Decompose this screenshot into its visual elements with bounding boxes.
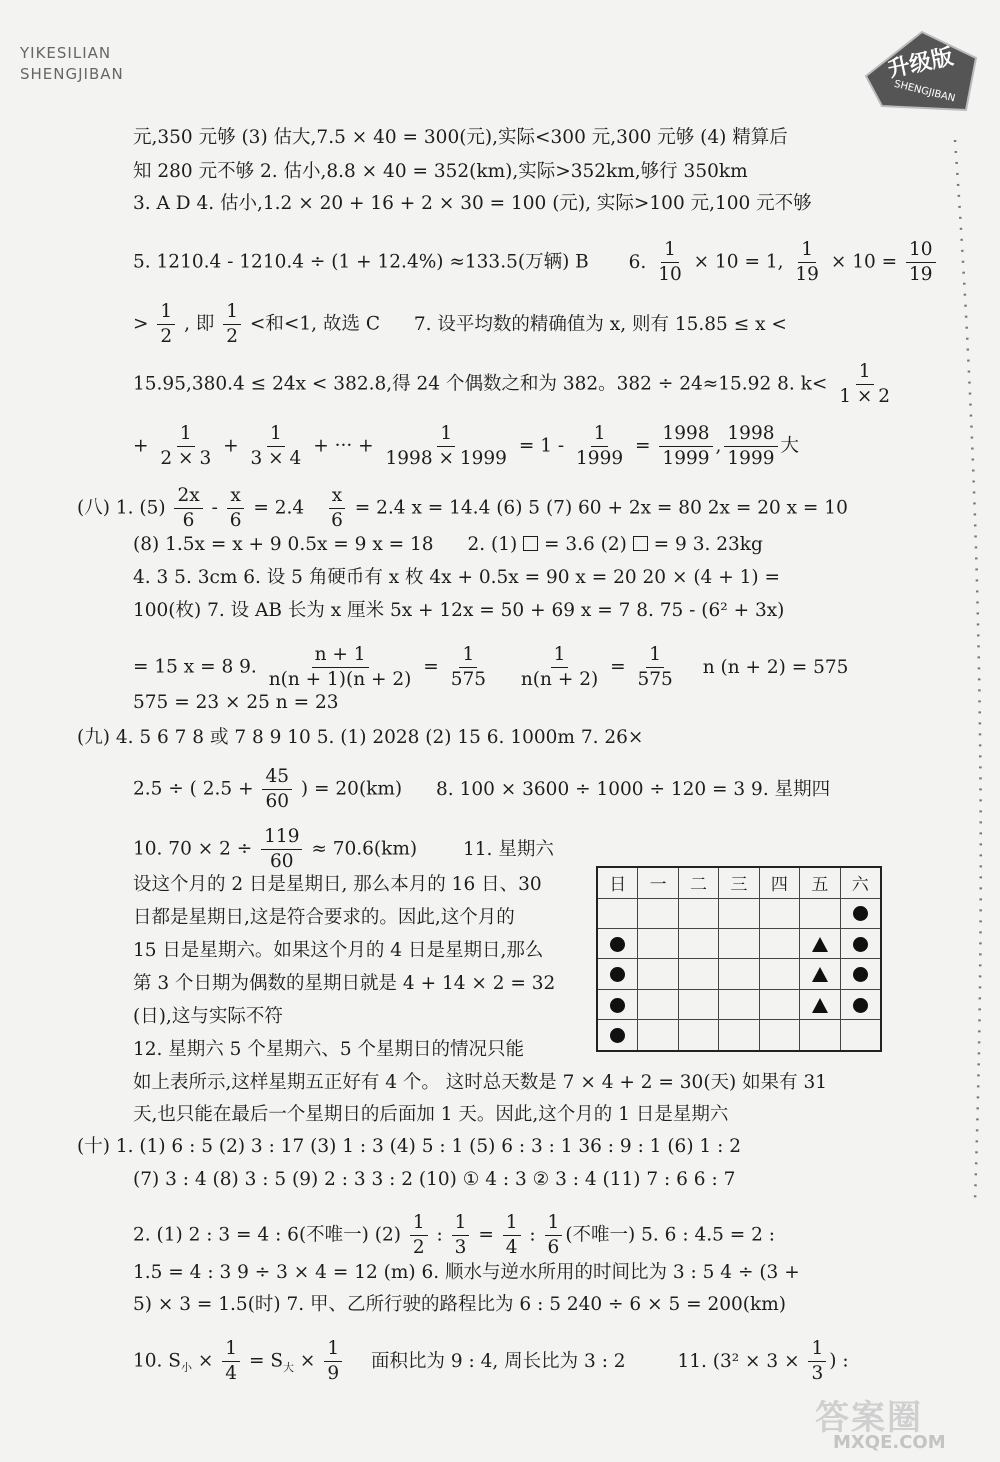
line-4-text: 5. 1210.4 - 1210.4 ÷ (1 + 12.4%) ≈133.5(万辆) B [133, 251, 589, 273]
calendar-cell [759, 989, 799, 1019]
denominator: 19 [909, 264, 933, 285]
calendar-cell [800, 1020, 840, 1051]
text-fragment: 10. S [133, 1350, 181, 1372]
text-line-10: 4. 3 5. 3cm 6. 设 5 角硬币有 x 枚 4x + 0.5x = 90 x = 20 20 × (4 + 1) = [133, 567, 780, 588]
calendar-row [597, 1020, 881, 1051]
fraction [410, 1211, 428, 1260]
denominator: 3 [454, 1237, 467, 1258]
text-fragment: : [436, 1224, 443, 1246]
calendar-row [597, 989, 881, 1019]
weekday-header: 六 [840, 867, 881, 898]
fraction [223, 300, 241, 349]
fraction [724, 422, 777, 471]
denominator: 2 [160, 326, 173, 347]
fraction [448, 643, 489, 692]
calendar-cell [597, 989, 638, 1019]
filled-circle-icon [853, 937, 868, 952]
calendar-cell [719, 928, 759, 958]
item-6-label: 6. [628, 251, 647, 273]
calendar-cell [678, 928, 718, 958]
text-fragment: <和<1, 故选 C [249, 313, 380, 335]
text-fragment: = [610, 656, 626, 678]
fraction [324, 1337, 342, 1386]
calendar-cell [719, 1020, 759, 1051]
calendar-cell [678, 989, 718, 1019]
denominator: 4 [505, 1237, 518, 1258]
calendar-cell [638, 989, 678, 1019]
blank-box [633, 536, 648, 551]
weekday-header: 四 [759, 867, 799, 898]
text-fragment: × 10 = [830, 251, 898, 273]
denominator: 2 [412, 1237, 425, 1258]
text-fragment: = 1 - [518, 435, 565, 457]
fraction [573, 422, 626, 471]
denominator: 6 [229, 510, 242, 531]
numerator: 1 [798, 238, 816, 263]
calendar-header-row [597, 867, 881, 898]
fraction [261, 825, 302, 874]
calendar-cell [597, 928, 638, 958]
text-line-20: 第 3 个日期为偶数的星期日就是 4 + 14 × 2 = 32 [133, 973, 556, 994]
denominator: 10 [658, 264, 682, 285]
calendar-cell [678, 898, 718, 928]
weekday-header: 日 [597, 867, 638, 898]
text-fragment: 15.95,380.4 ≤ 24x < 382.8,得 24 个偶数之和为 382。382 ÷ 24≈15.92 8. k< [133, 373, 828, 395]
calendar-cell [840, 898, 881, 928]
calendar-cell [719, 959, 759, 989]
text-line-2: 知 280 元不够 2. 估小,8.8 × 40 = 352(km),实际>352km,够行 350km [133, 161, 748, 182]
calendar-cell [719, 898, 759, 928]
filled-circle-icon [853, 906, 868, 921]
text-fragment: × 10 = 1, [693, 251, 784, 273]
calendar-cell [800, 989, 840, 1019]
text-line-26: (7) 3 : 4 (8) 3 : 5 (9) 2 : 3 3 : 2 (10) ① 4 : 3 ② 3 : 4 (11) 7 : 6 6 : 7 [133, 1169, 736, 1190]
text-fragment: = 2.4 x = 14.4 (6) 5 (7) 60 + 2x = 80 2x = 20 x = 10 [354, 497, 848, 519]
header-line-1: YIKESILIAN [20, 44, 112, 62]
text-fragment: = 9 3. 23kg [653, 534, 763, 555]
text-line-13: 575 = 23 × 25 n = 23 [133, 692, 339, 713]
numerator: 1 [223, 300, 241, 325]
calendar-cell [597, 898, 638, 928]
watermark-logo: 答案圈 [815, 1398, 923, 1438]
filled-circle-icon [610, 998, 625, 1013]
calendar-row [597, 928, 881, 958]
numerator: 1 [808, 1337, 826, 1362]
numerator: 1 [459, 643, 477, 668]
denominator: 4 [225, 1363, 238, 1384]
text-fragment: (不唯一) 5. 6 : 4.5 = 2 : [565, 1224, 776, 1246]
weekday-header: 一 [638, 867, 678, 898]
badge-title: 升级版 [885, 44, 956, 83]
numerator: 1 [591, 422, 609, 447]
calendar-cell [759, 1020, 799, 1051]
numerator: 45 [262, 765, 292, 790]
calendar-cell [638, 1020, 678, 1051]
numerator: 1 [503, 1211, 521, 1236]
text-fragment: + [133, 435, 149, 457]
numerator: 119 [261, 825, 302, 850]
fraction [452, 1211, 470, 1260]
text-fragment: > [133, 313, 149, 335]
text-fragment: 10. 70 × 2 ÷ [133, 838, 253, 860]
denominator: 1 × 2 [839, 386, 891, 407]
fraction [545, 1211, 563, 1260]
denominator: 6 [331, 510, 343, 531]
fraction [659, 422, 712, 471]
text-fragment: = [478, 1224, 494, 1246]
fraction [518, 643, 601, 692]
text-line-7: + $\frac{1}{2 \times 3}$ + $\frac{1}{3 \times 4}$ + ··· + $\frac{1}{1998 \times 1999}$ = 1 - $\frac{1}{1999}$ = $\frac{1998}{1999}$ , $\frac{1998}{1999}$ 大 [133, 423, 800, 469]
text-line-11: 100(枚) 7. 设 AB 长为 x 厘米 5x + 12x = 50 + 69 x = 7 8. 75 - (6² + 3x) [133, 600, 785, 621]
numerator: 1 [646, 643, 664, 668]
calendar-cell [840, 989, 881, 1019]
calendar-cell [759, 898, 799, 928]
calendar-cell [800, 928, 840, 958]
calendar-cell [759, 928, 799, 958]
numerator: 1 [551, 643, 569, 668]
text-fragment: (8) 1.5x = x + 9 0.5x = 9 x = 18 [133, 534, 434, 555]
numerator: 1 [410, 1211, 428, 1236]
numerator: 1 [157, 300, 175, 325]
watermark-url: MXQE.COM [833, 1432, 946, 1453]
filled-triangle-icon [812, 937, 828, 952]
filled-circle-icon [853, 967, 868, 982]
numerator: 1998 [724, 422, 777, 447]
text-fragment: = [635, 435, 651, 457]
fraction [808, 1337, 826, 1386]
header-line-2: SHENGJIBAN [20, 65, 124, 83]
denominator: 9 [327, 1363, 340, 1384]
denominator: 19 [795, 264, 819, 285]
filled-triangle-icon [812, 998, 828, 1013]
denominator: 60 [270, 851, 294, 872]
text-line-21: (日),这与实际不符 [133, 1006, 283, 1027]
denominator: 1999 [576, 448, 624, 469]
text-fragment: (八) 1. (5) [77, 497, 166, 519]
text-line-27 [133, 1211, 775, 1260]
text-line-4 [133, 238, 939, 287]
text-line-9 [133, 534, 763, 556]
denominator: n(n + 2) [520, 669, 599, 690]
calendar-cell [597, 1020, 638, 1051]
numerator: 1 [267, 422, 285, 447]
text-line-30 [133, 1337, 849, 1386]
text-fragment: 2. (1) [467, 534, 518, 555]
text-fragment: 2.5 ÷ ( 2.5 + [133, 778, 254, 800]
calendar-row [597, 959, 881, 989]
calendar-cell [800, 959, 840, 989]
denominator: n(n + 1)(n + 2) [268, 669, 412, 690]
denominator: 3 [811, 1363, 824, 1384]
subscript: 小 [180, 1361, 192, 1375]
denominator: 6 [182, 510, 195, 531]
fraction [227, 484, 245, 533]
calendar-cell [597, 959, 638, 989]
text-line-1: 元,350 元够 (3) 估大,7.5 × 40 = 300(元),实际<300 元,300 元够 (4) 精算后 [133, 127, 788, 148]
numerator: x [227, 484, 243, 509]
numerator: 1998 [659, 422, 712, 447]
calendar-table [596, 866, 882, 1052]
numerator: x [329, 484, 345, 509]
fraction [328, 484, 346, 533]
fraction [262, 765, 292, 814]
calendar-cell [719, 989, 759, 1019]
weekday-header: 五 [800, 867, 840, 898]
weekday-header: 二 [678, 867, 718, 898]
numerator: 1 [452, 1211, 470, 1236]
text-fragment: × [299, 1350, 316, 1372]
text-fragment: 8. 100 × 3600 ÷ 1000 ÷ 120 = 3 9. 星期四 [436, 778, 831, 800]
text-line-28: 1.5 = 4 : 3 9 ÷ 3 × 4 = 12 (m) 6. 顺水与逆水所用的时间比为 3 : 5 4 ÷ (3 + [133, 1262, 800, 1283]
fraction [655, 238, 685, 287]
filled-circle-icon [610, 1028, 625, 1043]
text-line-14: (九) 4. 5 6 7 8 或 7 8 9 10 5. (1) 2028 (2) 15 6. 1000m 7. 26× [77, 727, 644, 748]
fraction [157, 300, 175, 349]
text-line-18: 日都是星期日,这是符合要求的。因此,这个月的 [133, 907, 515, 928]
text-line-23: 如上表所示,这样星期五正好有 4 个。 这时总天数是 7 × 4 + 2 = 30(天) 如果有 31 [133, 1072, 828, 1093]
running-header [20, 43, 124, 85]
calendar-cell [638, 959, 678, 989]
text-line-19: 15 日是星期六。如果这个月的 4 日是星期日,那么 [133, 940, 544, 961]
text-fragment: : [529, 1224, 536, 1246]
text-line-22: 12. 星期六 5 个星期六、5 个星期日的情况只能 [133, 1039, 524, 1060]
decorative-dotted-curve [953, 140, 993, 1200]
fraction [906, 238, 936, 287]
text-line-29: 5) × 3 = 1.5(时) 7. 甲、乙所行驶的路程比为 6 : 5 240 ÷ 6 × 5 = 200(km) [133, 1294, 786, 1315]
text-fragment: ) : [829, 1350, 849, 1372]
numerator: 10 [906, 238, 936, 263]
numerator: 1 [545, 1211, 563, 1236]
filled-triangle-icon [812, 967, 828, 982]
calendar-cell [800, 898, 840, 928]
text-fragment: × [197, 1350, 214, 1372]
calendar-body [597, 898, 881, 1051]
fraction [248, 422, 305, 471]
text-line-6 [133, 360, 896, 409]
fraction [836, 360, 893, 409]
numerator: 1 [437, 422, 455, 447]
numerator: 1 [222, 1337, 240, 1362]
subscript: 大 [283, 1361, 295, 1375]
text-fragment: 面积比为 9 : 4, 周长比为 3 : 2 [370, 1350, 626, 1372]
denominator: 1999 [727, 448, 775, 469]
fraction [792, 238, 822, 287]
text-line-16 [133, 825, 554, 874]
text-line-3: 3. A D 4. 估小,1.2 × 20 + 16 + 2 × 30 = 100 (元), 实际>100 元,100 元不够 [133, 193, 812, 214]
edition-badge [862, 26, 980, 114]
text-line-15 [133, 765, 830, 814]
calendar-cell [840, 928, 881, 958]
text-fragment: 11. 星期六 [463, 838, 554, 860]
text-line-24: 天,也只能在最后一个星期日的后面加 1 天。因此,这个月的 1 日是星期六 [133, 1104, 729, 1125]
weekday-header: 三 [719, 867, 759, 898]
fraction [222, 1337, 240, 1386]
denominator: 2 × 3 [160, 448, 212, 469]
blank-box [523, 536, 538, 551]
text-fragment: , 即 [184, 313, 215, 335]
text-line-8 [77, 484, 848, 533]
filled-circle-icon [853, 998, 868, 1013]
numerator: n + 1 [312, 643, 369, 668]
numerator: 1 [661, 238, 679, 263]
text-fragment: ≈ 70.6(km) [311, 838, 418, 860]
denominator: 3 × 4 [250, 448, 302, 469]
badge-subtitle: SHENGJIBAN [892, 78, 957, 105]
text-fragment: = [423, 656, 439, 678]
numerator: 1 [324, 1337, 342, 1362]
denominator: 575 [637, 669, 673, 690]
numerator: 1 [177, 422, 195, 447]
text-line-5 [133, 300, 787, 349]
text-fragment: - [211, 497, 218, 519]
text-line-17: 设这个月的 2 日是星期日, 那么本月的 16 日、30 [133, 874, 542, 895]
text-line-25: (十) 1. (1) 6 : 5 (2) 3 : 17 (3) 1 : 3 (4) 5 : 1 (5) 6 : 3 : 1 36 : 9 : 1 (6) 1 : 2 [77, 1136, 741, 1157]
calendar-cell [678, 959, 718, 989]
fraction [383, 422, 510, 471]
denominator: 1999 [662, 448, 710, 469]
denominator: 575 [450, 669, 486, 690]
denominator: 1998 × 1999 [385, 448, 507, 469]
calendar-cell [840, 1020, 881, 1051]
calendar-row [597, 898, 881, 928]
fraction [157, 422, 214, 471]
calendar-cell [678, 1020, 718, 1051]
text-fragment: = 15 x = 8 9. [133, 656, 257, 678]
calendar-cell [840, 959, 881, 989]
text-fragment: + ··· + [313, 435, 374, 457]
text-fragment: = 2.4 [253, 497, 305, 519]
fraction [174, 484, 202, 533]
text-fragment: 大 [780, 435, 800, 457]
denominator: 2 [226, 326, 239, 347]
numerator: 1 [856, 360, 874, 385]
text-fragment: 7. 设平均数的精确值为 x, 则有 15.85 ≤ x < [413, 313, 787, 335]
denominator: 60 [265, 791, 290, 812]
calendar-cell [759, 959, 799, 989]
fraction [635, 643, 676, 692]
text-fragment: + [223, 435, 239, 457]
fraction [503, 1211, 521, 1260]
text-fragment: 11. (3² × 3 × [677, 1350, 800, 1372]
numerator: 2x [174, 484, 202, 509]
text-fragment: ) = 20(km) [300, 778, 403, 800]
text-fragment: n (n + 2) = 575 [702, 656, 849, 678]
denominator: 6 [547, 1237, 560, 1258]
text-line-12 [133, 643, 848, 692]
fraction [266, 643, 415, 692]
filled-circle-icon [610, 937, 625, 952]
calendar-cell [638, 898, 678, 928]
text-fragment: = S [248, 1350, 284, 1372]
text-fragment: 2. (1) 2 : 3 = 4 : 6(不唯一) (2) [133, 1224, 401, 1246]
calendar-cell [638, 928, 678, 958]
text-fragment: = 3.6 (2) [543, 534, 627, 555]
filled-circle-icon [610, 967, 625, 982]
